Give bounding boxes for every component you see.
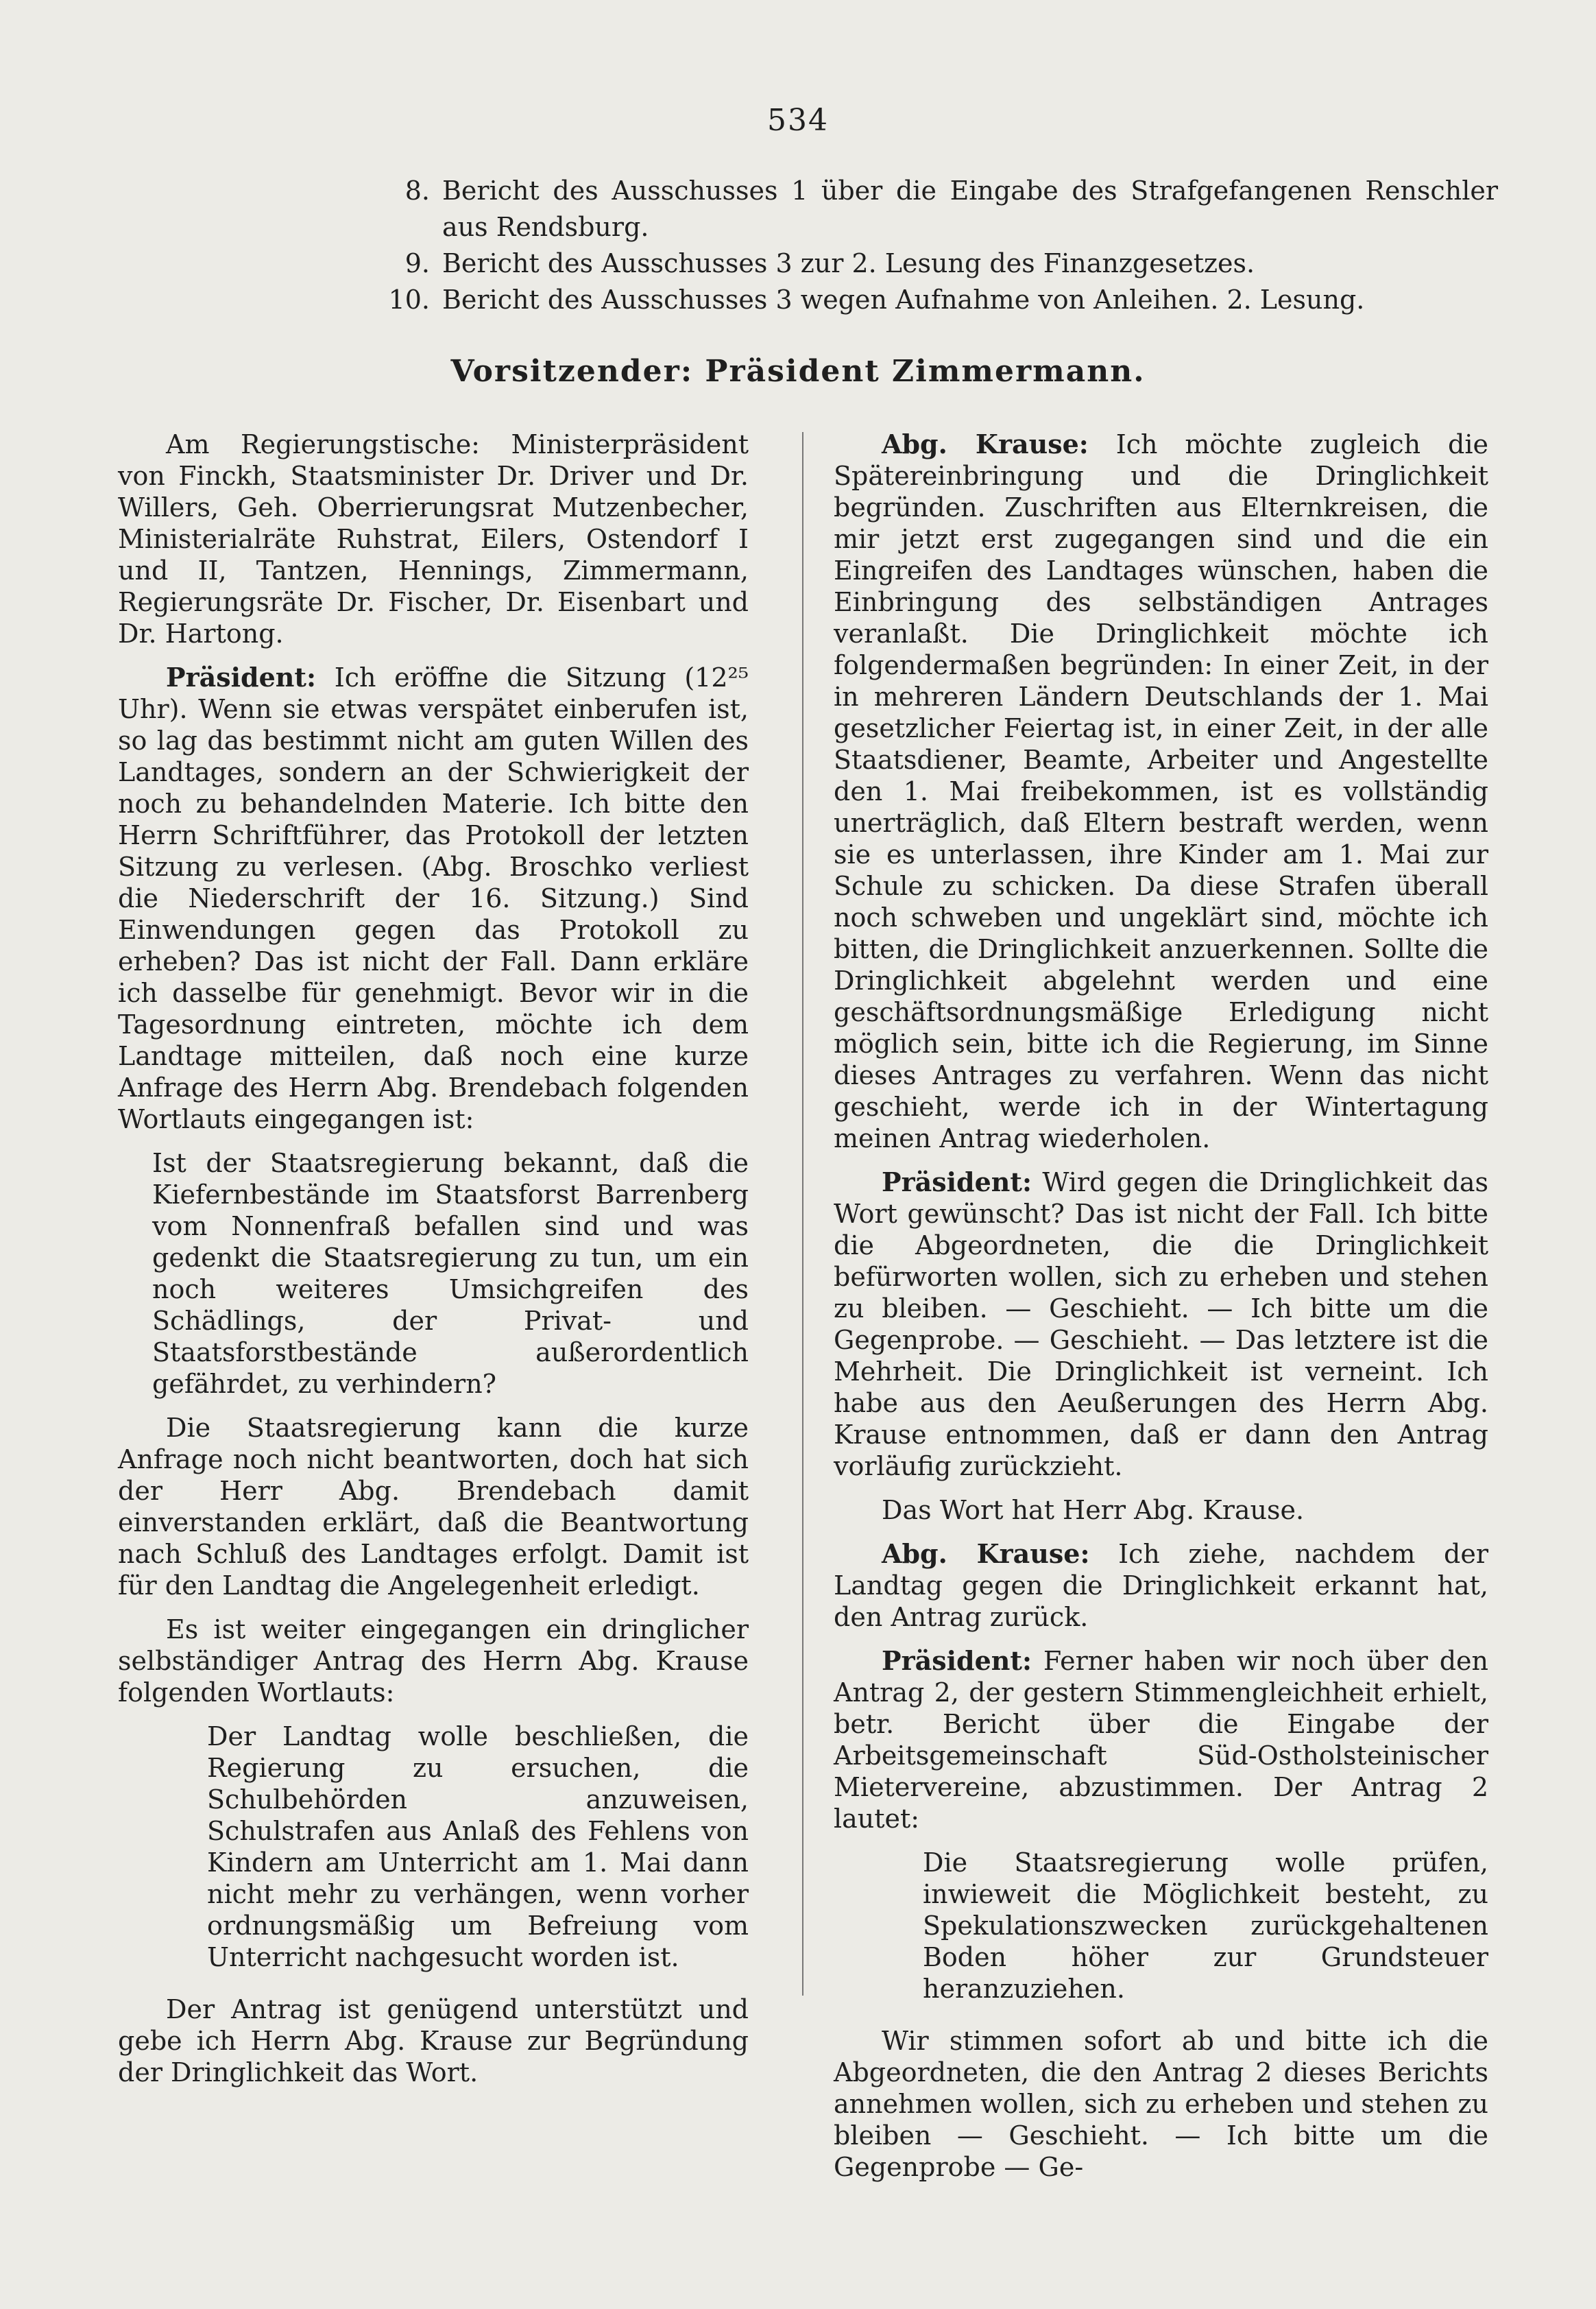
column-divider	[802, 432, 803, 1996]
paragraph	[118, 429, 749, 649]
paragraph-text: Ich eröffne die Sitzung (12²⁵ Uhr). Wenn sie etwas verspätet einberufen ist, so lag das bestimmt nicht am guten Willen des Landtages, sondern an der Schwierigkeit der noch zu behandelnden Materie. Ich bitte den Herrn Schriftführer, das Protokoll der letzten Sitzung zu verlesen. (Abg. Broschko verliest die Niederschrift der 16. Sitzung.) Sind Einwendungen gegen das Protokoll zu erheben? Das ist nicht der Fall. Dann erkläre ich dasselbe für genehmigt. Bevor wir in die Tagesordnung eintreten, möchte ich dem Landtage mitteilen, daß noch eine kurze Anfrage des Herrn Abg. Brendebach folgenden Wortlauts eingegangen ist:	[118, 662, 758, 1134]
paragraph-text: Es ist weiter eingegangen ein dringlicher selbständiger Antrag des Herrn Abg. Krause folgenden Wortlauts:	[118, 1614, 749, 1708]
paragraph-text: Die Staatsregierung wolle prüfen, inwieweit die Möglichkeit besteht, zu Spekulationszwecken zurückgehaltenen Boden höher zur Grundsteuer heranzuziehen.	[923, 1847, 1488, 2004]
agenda-item	[374, 173, 1498, 246]
paragraph-text: Der Landtag wolle beschließen, die Regierung zu ersuchen, die Schulbehörden anzuweisen, Schulstrafen aus Anlaß des Fehlens von Kindern am Unterricht am 1. Mai dann nicht mehr zu verhängen, wenn vorher ordnungsmäßig um Befreiung vom Unterricht nachgesucht worden ist.	[207, 1721, 749, 1972]
quoted-motion	[923, 1847, 1488, 2005]
speaker-label: Präsident:	[882, 1167, 1032, 1197]
paragraph-text: Wird gegen die Dringlichkeit das Wort gewünscht? Das ist nicht der Fall. Ich bitte die Abgeordneten, die die Dringlichkeit befürworten wollen, sich zu erheben und stehen zu bleiben. — Geschieht. — Ich bitte um die Gegenprobe. — Geschieht. — Das letztere ist die Mehrheit. Die Dringlichkeit ist verneint. Ich habe aus den Aeußerungen des Herrn Abg. Krause entnommen, daß er dann den Antrag vorläufig zurückzieht.	[834, 1167, 1497, 1481]
paragraph	[834, 429, 1497, 1154]
paragraph-text: Am Regierungstische: Ministerpräsident von Finckh, Staatsminister Dr. Driver und Dr. Willers, Geh. Oberrierungsrat Mutzenbecher, Ministerialräte Ruhstrat, Eilers, Ostendorf I und II, Tantzen, Hennings, Zimmermann, Regierungsräte Dr. Fischer, Dr. Eisenbart und Dr. Hartong.	[118, 429, 749, 649]
chair-heading: Vorsitzender: Präsident Zimmermann.	[450, 354, 1146, 389]
speaker-label: Abg. Krause:	[882, 429, 1089, 459]
quoted-motion	[207, 1721, 749, 1973]
agenda-item-text: Bericht des Ausschusses 3 wegen Aufnahme von Anleihen. 2. Lesung.	[442, 285, 1365, 315]
paragraph	[118, 662, 758, 1135]
agenda-item	[374, 246, 1498, 282]
paragraph-text: Ich ziehe, nachdem der Landtag gegen die Dringlichkeit erkannt hat, den Antrag zurück.	[834, 1539, 1497, 1632]
paragraph	[118, 1412, 749, 1601]
paragraph	[834, 1645, 1497, 1834]
paragraph	[834, 1494, 1488, 1526]
agenda-item-text: Bericht des Ausschusses 1 über die Eingabe des Strafgefangenen Renschler aus Rendsburg.	[442, 176, 1498, 242]
agenda-item-number: 10.	[388, 285, 430, 315]
left-column	[118, 429, 758, 2101]
agenda-item-text: Bericht des Ausschusses 3 zur 2. Lesung des Finanzgesetzes.	[442, 248, 1255, 278]
speaker-label: Abg. Krause:	[882, 1538, 1090, 1569]
paragraph	[834, 2025, 1488, 2183]
agenda-item-number: 8.	[404, 176, 430, 206]
agenda-item	[374, 282, 1498, 318]
paragraph-text: Ich möchte zugleich die Spätereinbringung und die Dringlichkeit begründen. Zuschriften aus Elternkreisen, die mir jetzt erst zugegangen sind und die ein Eingreifen des Landtages wünschen, haben die Einbringung des selbständigen Antrages veranlaßt. Die Dringlichkeit möchte ich folgendermaßen begründen: In einer Zeit, in der in mehreren Ländern Deutschlands der 1. Mai gesetzlicher Feiertag ist, in einer Zeit, in der alle Staatsdiener, Beamte, Arbeiter und Angestellte den 1. Mai freibekommen, ist es vollständig unerträglich, daß Eltern bestraft werden, wenn sie es unterlassen, ihre Kinder am 1. Mai zur Schule zu schicken. Da diese Strafen überall noch schweben und ungeklärt sind, möchte ich bitten, die Dringlichkeit anzuerkennen. Sollte die Dringlichkeit abgelehnt werden und eine geschäftsordnungsmäßige Erledigung nicht möglich sein, bitte ich die Regierung, im Sinne dieses Antrages zu verfahren. Wenn das nicht geschieht, werde ich in der Wintertagung meinen Antrag wiederholen.	[834, 429, 1497, 1153]
quoted-inquiry	[152, 1147, 749, 1400]
paragraph	[834, 1538, 1497, 1633]
agenda-item-number: 9.	[404, 248, 430, 278]
paragraph-text: Die Staatsregierung kann die kurze Anfrage noch nicht beantworten, doch hat sich der Herr Abg. Brendebach damit einverstanden erklärt, daß die Beantwortung nach Schluß des Landtages erfolgt. Damit ist für den Landtag die Angelegenheit erledigt.	[118, 1413, 749, 1601]
paragraph	[118, 1614, 749, 1708]
speaker-label: Präsident:	[882, 1645, 1032, 1676]
page-number: 534	[767, 103, 829, 138]
paragraph-text: Das Wort hat Herr Abg. Krause.	[882, 1495, 1305, 1525]
paragraph-text: Der Antrag ist genügend unterstützt und gebe ich Herrn Abg. Krause zur Begründung der Dringlichkeit das Wort.	[118, 1994, 749, 2087]
paragraph	[834, 1167, 1497, 1482]
paragraph-text: Ist der Staatsregierung bekannt, daß die Kiefernbestände im Staatsforst Barrenberg vom Nonnenfraß befallen sind und was gedenkt die Staatsregierung zu tun, um ein noch weiteres Umsichgreifen des Schädlings, der Privat- und Staatsforstbestände außerordentlich gefährdet, zu verhindern?	[152, 1148, 749, 1399]
paragraph-text: Ferner haben wir noch über den Antrag 2, der gestern Stimmengleichheit erhielt, betr. Bericht über die Eingabe der Arbeitsgemeinschaft Süd-Ostholsteinischer Mietervereine, abzustimmen. Der Antrag 2 lautet:	[834, 1646, 1497, 1834]
agenda-list	[374, 173, 1498, 318]
paragraph-text: Wir stimmen sofort ab und bitte ich die Abgeordneten, die den Antrag 2 dieses Berichts annehmen wollen, sich zu erheben und stehen zu bleiben — Geschieht. — Ich bitte um die Gegenprobe — Ge-	[834, 2026, 1488, 2182]
paragraph	[118, 1994, 749, 2088]
speaker-label: Präsident:	[166, 662, 317, 693]
right-column	[834, 429, 1497, 2195]
